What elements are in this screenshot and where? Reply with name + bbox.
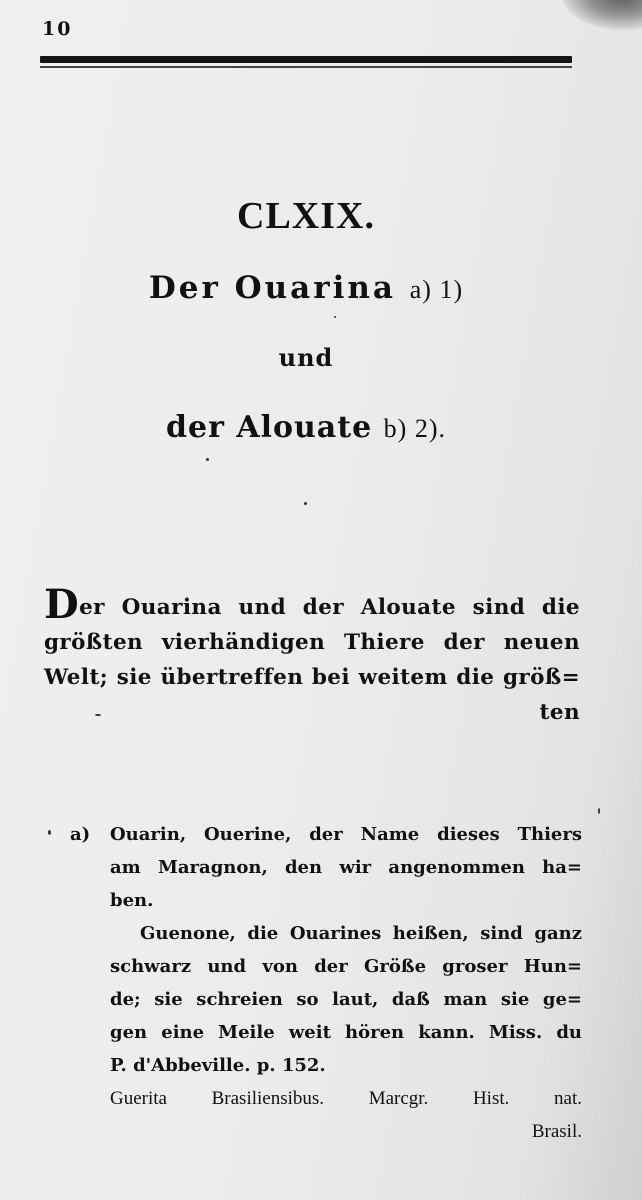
title-line-1	[0, 270, 612, 306]
paper-speck	[334, 316, 336, 318]
scan-shadow	[562, 0, 642, 30]
title-note-ref-2: b) 2).	[383, 414, 446, 443]
footnote-line-9: Guerita Brasiliensibus. Marcgr. Hist. nat.	[110, 1088, 582, 1109]
footnote-line-10: Brasil.	[531, 1121, 582, 1142]
chapter-number: CLXIX.	[237, 195, 375, 237]
body-line-4: ten	[539, 700, 580, 725]
footnote-line-2: am Maragnon, den wir angenommen ha=	[110, 857, 582, 878]
title-note-ref: a) 1)	[409, 275, 464, 304]
footnote	[70, 818, 582, 1148]
footnote-line-5: schwarz und von der Größe groser Hun=	[110, 956, 582, 977]
footnote-line-1	[70, 818, 582, 851]
title-line-2: und	[278, 343, 334, 372]
paper-speck	[304, 502, 307, 505]
title-second: der Alouate	[166, 410, 373, 445]
title-line-3	[0, 410, 612, 445]
page-number: 10	[42, 18, 73, 40]
header-rule	[40, 56, 572, 63]
paper-speck	[48, 830, 51, 835]
footnote-line-1-text: Ouarin, Ouerine, der Name dieses Thiers	[110, 824, 582, 845]
paper-speck	[206, 458, 209, 461]
title-main: Der Ouarina	[148, 270, 396, 306]
footnote-line-6: de; sie schreien so laut, daß man sie ge=	[110, 989, 582, 1010]
footnote-line-8: P. d'Abbeville. p. 152.	[110, 1055, 326, 1076]
footnote-marker: a)	[70, 824, 91, 845]
paper-speck	[95, 714, 101, 716]
body-paragraph	[44, 581, 580, 730]
body-line-1	[44, 581, 580, 628]
footnote-line-7: gen eine Meile weit hören kann. Miss. du	[110, 1022, 582, 1043]
body-line-3: Welt; sie übertreffen bei weitem die größ=	[44, 665, 580, 690]
body-line-2: größten vierhändigen Thiere der neuen	[44, 630, 580, 655]
paper-speck	[598, 808, 600, 814]
footnote-line-3: ben.	[110, 890, 154, 911]
drop-cap: D	[44, 581, 80, 628]
footnote-line-4: Guenone, die Ouarines heißen, sind ganz	[140, 923, 582, 944]
body-line-1-text: er Ouarina und der Alouate sind die	[79, 595, 580, 620]
header-rule-thin	[40, 66, 572, 68]
